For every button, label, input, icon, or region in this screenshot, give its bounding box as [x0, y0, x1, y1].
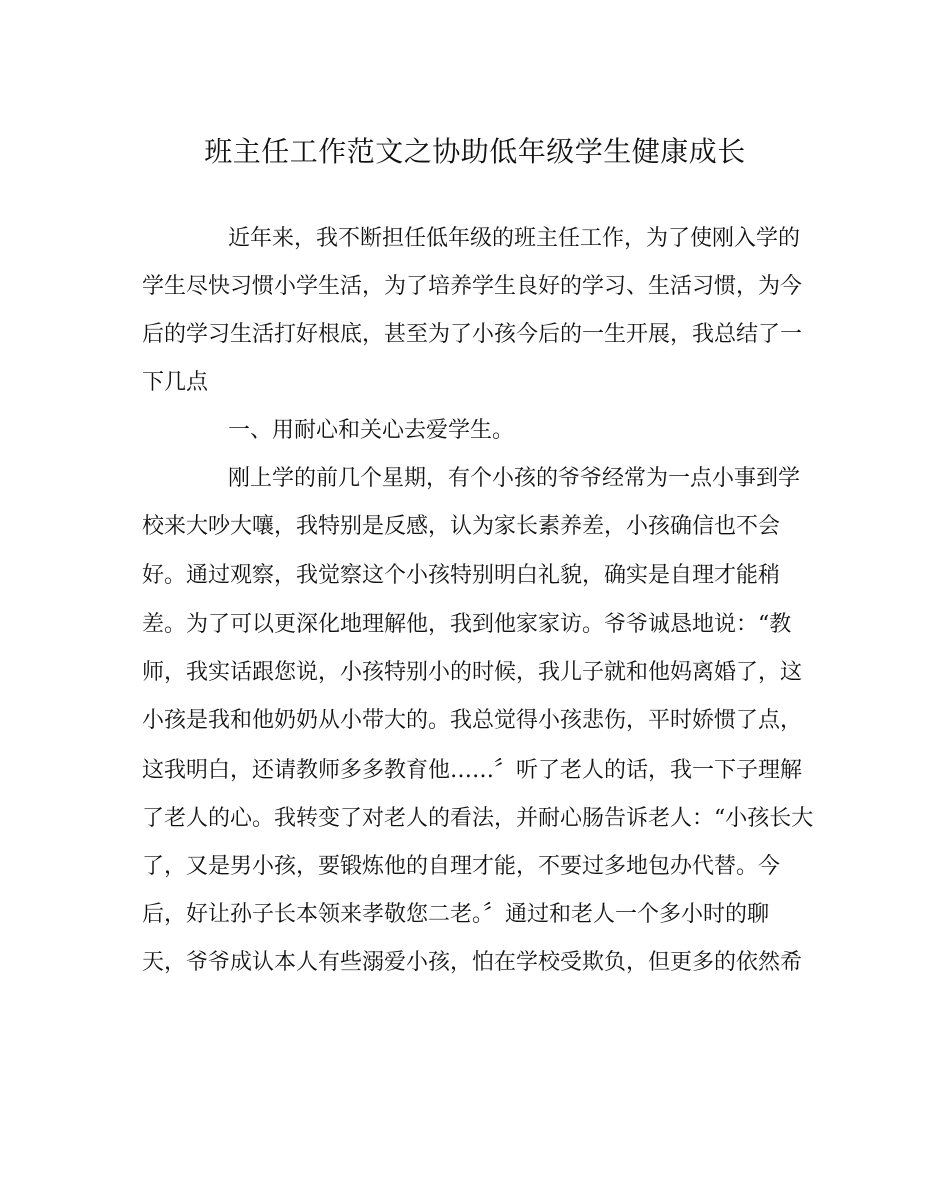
paragraph-line: 学生尽快习惯小学生活，为了培养学生良好的学习、生活习惯，为今	[142, 274, 803, 299]
paragraph-line: 下几点	[142, 370, 209, 395]
paragraph-line: 天，爷爷成认本人有些溺爱小孩，怕在学校受欺负，但更多的依然希	[142, 950, 803, 975]
paragraph-line: 好。通过观察，我觉察这个小孩特别明白礼貌，确实是自理才能稍	[142, 563, 781, 588]
paragraph-line: 差。为了可以更深化地理解他，我到他家家访。爷爷诚恳地说：“教	[142, 612, 792, 637]
paragraph-line: 刚上学的前几个星期，有个小孩的爷爷经常为一点小事到学	[228, 466, 801, 491]
paragraph-line: 了老人的心。我转变了对老人的看法，并耐心肠告诉老人：“小孩长大	[142, 806, 814, 831]
section-heading: 一、用耐心和关心去爱学生。	[228, 418, 515, 443]
paragraph-line: 师，我实话跟您说，小孩特别小的时候，我儿子就和他妈离婚了，这	[142, 660, 803, 685]
paragraph-line: 小孩是我和他奶奶从小带大的。我总觉得小孩悲伤，平时娇惯了点，	[142, 708, 803, 733]
paragraph-line: 校来大吵大嚷，我特别是反感，认为家长素养差，小孩确信也不会	[142, 514, 781, 539]
paragraph-line: 后，好让孙子长本领来孝敬您二老。〞通过和老人一个多小时的聊	[142, 902, 770, 927]
paragraph-line: 后的学习生活打好根底，甚至为了小孩今后的一生开展，我总结了一	[142, 322, 803, 347]
paragraph-line: 这我明白，还请教师多多教育他……〞听了老人的话，我一下子理解	[142, 758, 803, 783]
document-title: 班主任工作范文之协助低年级学生健康成长	[204, 135, 746, 168]
paragraph-line: 近年来，我不断担任低年级的班主任工作，为了使刚入学的	[228, 226, 801, 251]
paragraph-line: 了，又是男小孩，要锻炼他的自理才能，不要过多地包办代替。今	[142, 854, 781, 879]
